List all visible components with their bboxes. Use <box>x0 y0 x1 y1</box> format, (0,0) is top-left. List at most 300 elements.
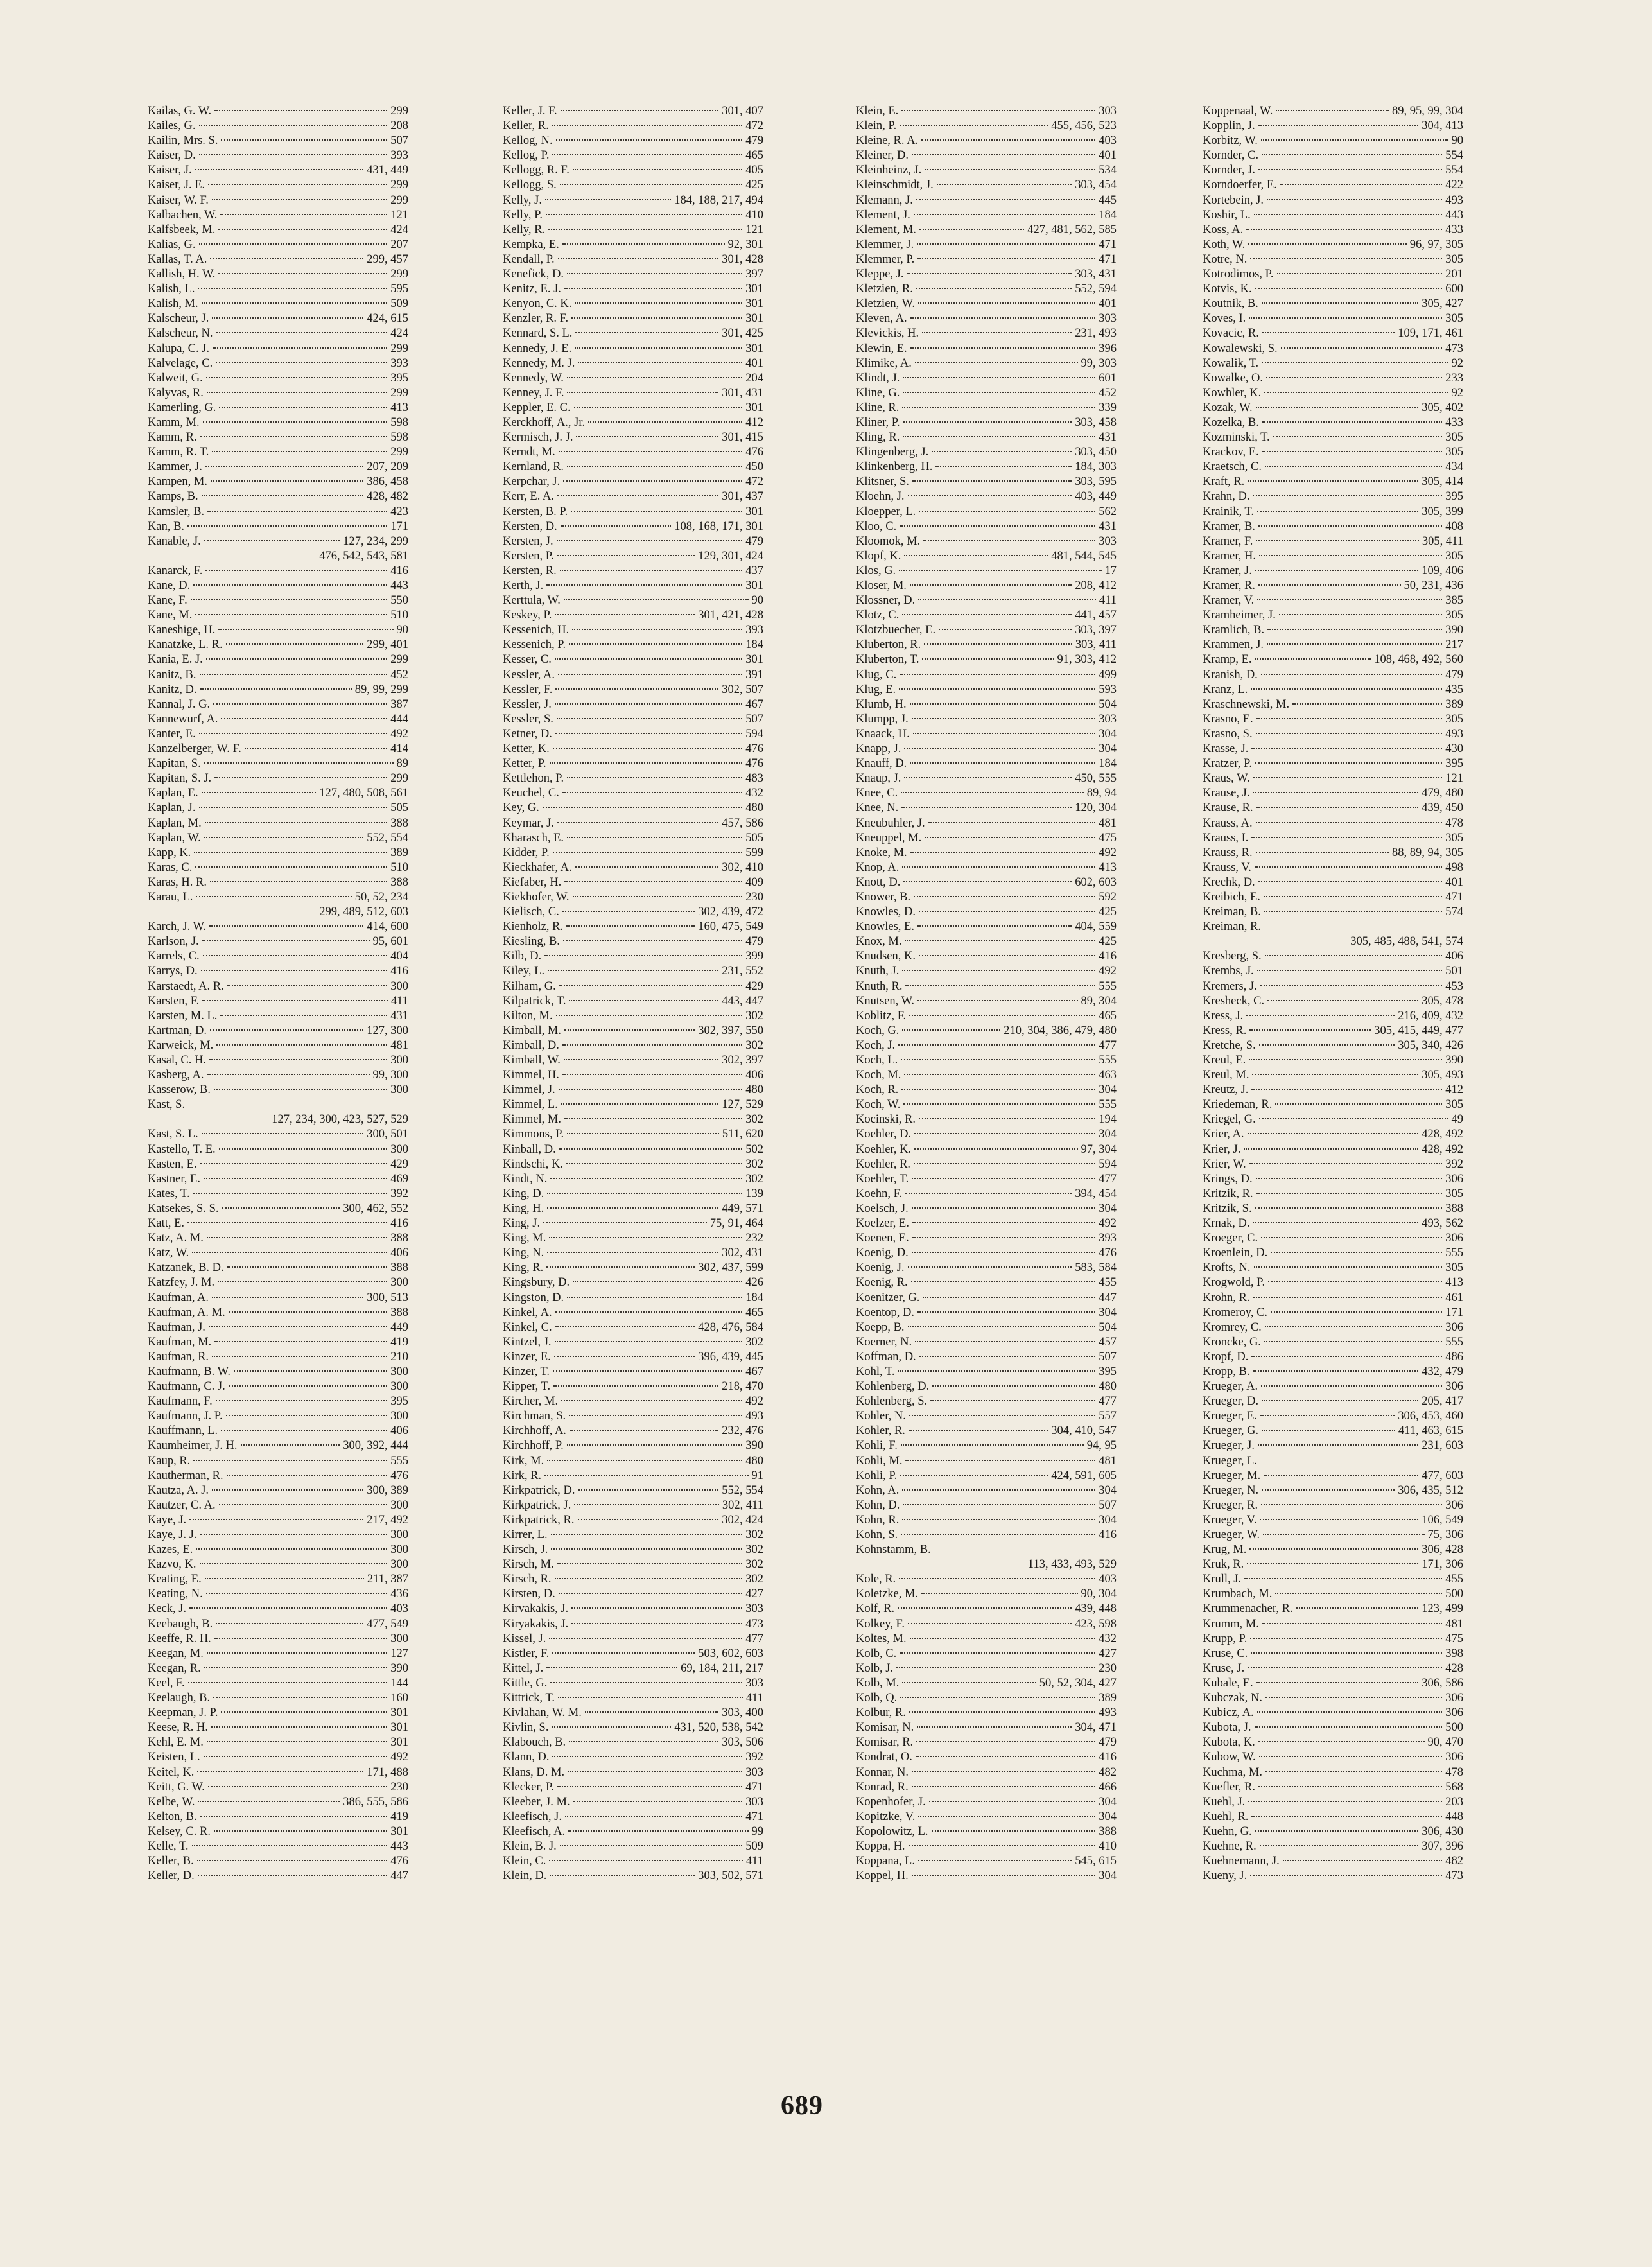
entry-name: Kilb, D. <box>503 950 542 963</box>
dot-leader <box>562 1074 742 1075</box>
dot-leader <box>547 1252 718 1253</box>
dot-leader <box>925 837 1095 838</box>
index-entry <box>503 1810 763 1825</box>
index-entry <box>503 1632 763 1647</box>
dot-leader <box>200 436 388 437</box>
index-entry <box>503 1038 763 1053</box>
index-entry <box>1203 208 1463 223</box>
dot-leader <box>912 480 1072 482</box>
dot-leader <box>212 451 387 452</box>
index-entry <box>856 1810 1117 1825</box>
entry-name: Kroncke, G. <box>1203 1335 1261 1349</box>
entry-pages: 88, 89, 94, 305 <box>1392 846 1463 859</box>
index-entry <box>503 1127 763 1142</box>
entry-pages: 401 <box>1445 875 1463 889</box>
index-entry <box>856 267 1117 282</box>
entry-pages: 304 <box>1099 1484 1117 1497</box>
entry-pages: 127, 480, 508, 561 <box>319 787 408 800</box>
entry-name: Kraschnewski, M. <box>1203 697 1290 711</box>
index-entry <box>503 1557 763 1572</box>
entry-name: Kneubuhler, J. <box>856 816 925 830</box>
entry-name: Kalias, G. <box>148 238 196 251</box>
entry-pages: 127, 529 <box>722 1098 763 1112</box>
index-entry <box>1203 1528 1463 1543</box>
index-entry <box>1203 1127 1463 1142</box>
entry-pages: 306, 430 <box>1422 1825 1463 1838</box>
index-entry <box>148 163 408 178</box>
dot-leader <box>1265 955 1443 956</box>
entry-name: Kaplan, J. <box>148 801 196 815</box>
dot-leader <box>560 1845 742 1846</box>
entry-pages: 428, 492 <box>1422 1142 1463 1156</box>
index-entry <box>148 742 408 757</box>
dot-leader <box>552 154 742 155</box>
dot-leader <box>904 555 1048 556</box>
index-entry <box>503 1484 763 1498</box>
entry-name: Kailes, G. <box>148 119 196 133</box>
index-entry <box>148 1157 408 1172</box>
dot-leader <box>227 985 388 986</box>
dot-leader <box>555 1578 743 1579</box>
index-entry <box>148 1024 408 1038</box>
dot-leader <box>1253 1370 1419 1372</box>
entry-name: Krainik, T. <box>1203 505 1254 518</box>
entry-pages: 139 <box>745 1187 763 1200</box>
index-entry <box>503 1320 763 1335</box>
entry-pages: 406 <box>390 1424 408 1438</box>
entry-pages: 305 <box>1445 1098 1463 1112</box>
entry-name: Kletzien, W. <box>856 297 915 311</box>
dot-leader <box>1259 555 1442 556</box>
entry-name: King, D. <box>503 1187 544 1200</box>
index-entry <box>503 430 763 445</box>
entry-pages: 397 <box>745 268 763 281</box>
index-entry <box>856 890 1117 905</box>
dot-leader <box>208 184 387 185</box>
entry-pages: 129, 301, 424 <box>698 549 763 563</box>
entry-name: Kidder, P. <box>503 846 550 859</box>
entry-name: Kresheck, C. <box>1203 994 1265 1008</box>
index-entry <box>856 1172 1117 1187</box>
dot-leader <box>546 214 742 215</box>
entry-name: Kanarck, F. <box>148 564 203 577</box>
index-entry <box>148 1661 408 1676</box>
index-entry <box>148 445 408 460</box>
dot-leader <box>553 1385 718 1387</box>
index-entry <box>856 712 1117 727</box>
entry-pages: 305 <box>1445 1187 1463 1200</box>
entry-name: Kazes, E. <box>148 1543 193 1557</box>
index-entry <box>856 356 1117 371</box>
entry-pages: 450, 555 <box>1075 772 1117 785</box>
dot-leader <box>901 792 1084 793</box>
dot-leader <box>909 1430 1048 1431</box>
index-entry <box>856 564 1117 579</box>
index-entry <box>1203 949 1463 964</box>
entry-name: Kruse, C. <box>1203 1647 1248 1660</box>
index-entry <box>148 356 408 371</box>
entry-name: Koelsch, J. <box>856 1202 909 1215</box>
entry-pages: 424 <box>390 223 408 236</box>
entry-pages: 387 <box>390 697 408 711</box>
index-entry <box>1203 416 1463 430</box>
dot-leader <box>916 288 1072 289</box>
entry-name: Kimmel, H. <box>503 1069 559 1082</box>
entry-name: Klumb, H. <box>856 697 907 711</box>
index-entry <box>148 430 408 445</box>
index-column-4 <box>1203 104 1463 1884</box>
index-entry <box>503 742 763 757</box>
entry-name: Kleinschmidt, J. <box>856 179 934 192</box>
dot-leader <box>205 570 387 571</box>
index-entry <box>503 1572 763 1587</box>
entry-name: Krasse, J. <box>1203 742 1249 756</box>
index-entry <box>1203 520 1463 534</box>
dot-leader <box>1244 1148 1418 1150</box>
index-entry <box>503 1469 763 1484</box>
dot-leader <box>195 614 387 615</box>
entry-pages: 594 <box>1099 1157 1117 1171</box>
entry-pages: 465 <box>745 1306 763 1319</box>
index-entry <box>1203 1795 1463 1810</box>
dot-leader <box>917 1311 1095 1313</box>
entry-name: Kallish, H. W. <box>148 268 216 281</box>
entry-pages: 471 <box>1099 252 1117 266</box>
index-entry <box>1203 683 1463 697</box>
entry-name: Kingston, D. <box>503 1291 564 1304</box>
entry-name: Krofts, N. <box>1203 1261 1251 1275</box>
entry-pages: 493, 562 <box>1422 1217 1463 1230</box>
dot-leader <box>1267 629 1442 630</box>
dot-leader <box>564 288 742 289</box>
dot-leader <box>556 1015 743 1016</box>
index-entry <box>503 1157 763 1172</box>
entry-name: Kalvelage, C. <box>148 356 213 370</box>
index-entry <box>1203 163 1463 178</box>
dot-leader <box>903 1103 1095 1105</box>
entry-name: Kettlehon, P. <box>503 772 564 785</box>
dot-leader <box>548 229 742 230</box>
entry-pages: 301 <box>745 297 763 311</box>
entry-pages: 304, 413 <box>1422 119 1463 133</box>
index-entry <box>1203 549 1463 564</box>
index-entry <box>856 505 1117 520</box>
index-entry <box>503 460 763 475</box>
entry-pages: 471 <box>1099 238 1117 251</box>
index-entry <box>856 1038 1117 1053</box>
dot-leader <box>1268 1281 1442 1282</box>
entry-pages: 388 <box>390 875 408 889</box>
entry-pages: 300 <box>390 979 408 993</box>
entry-pages: 300, 392, 444 <box>343 1439 408 1453</box>
entry-name: Knaup, J. <box>856 772 901 785</box>
dot-leader <box>547 1207 718 1209</box>
entry-pages: 431, 520, 538, 542 <box>674 1721 763 1735</box>
entry-pages: 413 <box>1445 1276 1463 1290</box>
index-entry <box>856 1157 1117 1172</box>
entry-pages: 475 <box>1099 831 1117 845</box>
dot-leader <box>919 511 1095 512</box>
dot-leader <box>549 1860 743 1861</box>
index-entry <box>503 1587 763 1602</box>
entry-name: Kocinski, R. <box>856 1113 916 1126</box>
entry-name: Krohn, R. <box>1203 1291 1250 1304</box>
entry-name: Koffman, D. <box>856 1350 916 1363</box>
index-entry <box>503 831 763 846</box>
entry-name: Keelaugh, B. <box>148 1692 211 1705</box>
entry-name: Kessler, J. <box>503 697 552 711</box>
index-entry <box>1203 356 1463 371</box>
entry-pages: 305, 493 <box>1422 1069 1463 1082</box>
entry-name: Kelly, R. <box>503 223 546 236</box>
dot-leader <box>213 347 387 349</box>
entry-pages: 302 <box>745 1113 763 1126</box>
dot-leader <box>197 1860 388 1861</box>
entry-name: Koehler, R. <box>856 1157 911 1171</box>
entry-name: Knop, A. <box>856 861 900 874</box>
entry-name: Kesser, C. <box>503 653 552 667</box>
dot-leader <box>560 184 742 185</box>
index-entry <box>856 1127 1117 1142</box>
index-entry <box>856 757 1117 771</box>
index-entry <box>503 801 763 816</box>
entry-pages: 413 <box>1099 861 1117 874</box>
entry-pages: 307, 396 <box>1422 1839 1463 1853</box>
entry-pages: 477 <box>1099 1038 1117 1052</box>
entry-pages: 443 <box>390 579 408 592</box>
index-entry <box>856 193 1117 208</box>
index-entry <box>856 1498 1117 1513</box>
dot-leader <box>902 614 1072 615</box>
entry-pages: 389 <box>390 846 408 859</box>
entry-pages: 300 <box>390 1083 408 1097</box>
entry-name: Kranz, L. <box>1203 683 1248 696</box>
entry-pages: 299 <box>390 342 408 355</box>
index-entry <box>503 445 763 460</box>
dot-leader <box>204 1756 388 1757</box>
entry-pages: 482 <box>1445 1855 1463 1868</box>
index-entry <box>1203 489 1463 504</box>
entry-pages: 305 <box>1445 431 1463 444</box>
entry-name: Klotzbuecher, E. <box>856 624 936 637</box>
entry-name: Keymar, J. <box>503 816 554 830</box>
entry-name: Klopf, K. <box>856 549 901 563</box>
dot-leader <box>1265 1697 1442 1698</box>
entry-name: Krauss, V. <box>1203 861 1251 874</box>
dot-leader <box>200 1163 388 1164</box>
entry-name: Kleeber, J. M. <box>503 1795 570 1808</box>
entry-name: Kilton, M. <box>503 1009 553 1022</box>
index-entry <box>856 697 1117 712</box>
entry-pages: 304 <box>1099 1795 1117 1808</box>
entry-name: Kelbe, W. <box>148 1795 195 1808</box>
index-entry <box>856 460 1117 475</box>
dot-leader <box>932 451 1072 452</box>
entry-name: Karrels, C. <box>148 950 200 963</box>
index-entry <box>1203 1572 1463 1587</box>
entry-pages: 509 <box>390 297 408 311</box>
dot-leader <box>912 1771 1095 1772</box>
index-entry <box>1203 1112 1463 1127</box>
dot-leader <box>209 1059 387 1060</box>
entry-pages: 304 <box>1099 1869 1117 1883</box>
index-entry <box>503 593 763 608</box>
entry-name: Kersten, P. <box>503 549 554 563</box>
entry-pages: 184, 303 <box>1075 460 1117 474</box>
entry-pages: 410 <box>1099 1839 1117 1853</box>
dot-leader <box>1251 1356 1442 1357</box>
dot-leader <box>194 852 387 853</box>
entry-pages: 396 <box>1099 342 1117 355</box>
entry-name: Kopitzke, V. <box>856 1810 916 1823</box>
entry-name: Knutsen, W. <box>856 994 914 1008</box>
index-entry <box>148 119 408 134</box>
dot-leader <box>205 1578 364 1579</box>
entry-pages: 507 <box>390 134 408 148</box>
dot-leader <box>562 911 695 912</box>
entry-pages: 395 <box>1445 490 1463 503</box>
index-entry <box>856 1216 1117 1231</box>
dot-leader <box>1251 837 1442 838</box>
index-entry <box>503 505 763 520</box>
index-entry <box>1203 460 1463 475</box>
entry-name: Kimmel, J. <box>503 1083 555 1097</box>
entry-name: Kreul, E. <box>1203 1054 1246 1067</box>
index-entry <box>856 326 1117 341</box>
dot-leader <box>210 1029 363 1031</box>
index-entry <box>856 1083 1117 1098</box>
entry-pages: 465 <box>1099 1009 1117 1022</box>
dot-leader <box>902 1519 1095 1520</box>
entry-name: Kanatzke, L. R. <box>148 638 223 652</box>
entry-name: Kubota, K. <box>1203 1736 1255 1749</box>
dot-leader <box>211 480 363 482</box>
entry-pages: 305, 402 <box>1422 401 1463 414</box>
dot-leader <box>1252 1074 1418 1075</box>
entry-name: Knauff, D. <box>856 757 907 771</box>
entry-pages: 409 <box>745 875 763 889</box>
index-entry <box>503 1275 763 1290</box>
entry-name: King, N. <box>503 1247 544 1260</box>
entry-pages: 410 <box>745 208 763 222</box>
dot-leader <box>199 125 388 126</box>
entry-name: Kretche, S. <box>1203 1038 1256 1052</box>
entry-pages: 232 <box>745 1232 763 1245</box>
index-entry <box>856 1676 1117 1691</box>
entry-pages: 99 <box>751 1825 763 1838</box>
entry-pages: 413 <box>390 401 408 414</box>
entry-name: Karas, H. R. <box>148 875 207 889</box>
entry-name: Kaneshige, H. <box>148 624 216 637</box>
entry-name: Kittel, J. <box>503 1661 544 1675</box>
index-entry <box>1203 1098 1463 1112</box>
index-entry <box>503 979 763 994</box>
entry-pages: 424, 591, 605 <box>1051 1469 1117 1482</box>
entry-pages: 545, 615 <box>1075 1855 1117 1868</box>
entry-name: Kamsler, B. <box>148 505 205 518</box>
index-entry <box>856 1306 1117 1320</box>
entry-name: Kozminski, T. <box>1203 431 1270 444</box>
index-entry <box>503 1706 763 1720</box>
entry-name: King, J. <box>503 1217 541 1230</box>
entry-name: Kaumheimer, J. H. <box>148 1439 238 1453</box>
entry-name: Kerndt, M. <box>503 446 555 459</box>
entry-pages: 301, 407 <box>722 105 763 118</box>
entry-pages: 302, 507 <box>722 683 763 696</box>
dot-leader <box>188 1682 388 1683</box>
index-entry <box>148 342 408 356</box>
index-entry <box>503 1306 763 1320</box>
entry-name: Kane, M. <box>148 609 193 622</box>
index-entry <box>1203 638 1463 652</box>
entry-pages: 555 <box>1445 1247 1463 1260</box>
entry-name: Kelton, B. <box>148 1810 197 1823</box>
entry-pages: 414, 600 <box>367 920 408 934</box>
index-entry <box>1203 1320 1463 1335</box>
index-entry <box>856 683 1117 697</box>
index-entry <box>148 1647 408 1661</box>
index-entry <box>503 148 763 163</box>
entry-pages: 455 <box>1445 1573 1463 1586</box>
entry-pages: 427, 481, 562, 585 <box>1027 223 1117 236</box>
entry-name: Koppa, H. <box>856 1839 905 1853</box>
entry-pages: 492 <box>745 1395 763 1408</box>
index-entry <box>1203 445 1463 460</box>
index-entry <box>856 1528 1117 1543</box>
dot-leader <box>905 985 1095 986</box>
entry-pages: 427 <box>745 1588 763 1601</box>
entry-pages: 184 <box>1099 208 1117 222</box>
dot-leader <box>915 1341 1095 1342</box>
entry-pages: 477 <box>1099 1395 1117 1408</box>
entry-name: Kopolowitz, L. <box>856 1825 928 1838</box>
index-entry <box>503 1187 763 1202</box>
entry-pages: 557 <box>1099 1410 1117 1423</box>
entry-name: Keisten, L. <box>148 1751 200 1764</box>
entry-pages: 425 <box>1099 935 1117 949</box>
entry-pages: 432 <box>745 787 763 800</box>
entry-name: Kermisch, J. J. <box>503 431 573 444</box>
dot-leader <box>207 1741 387 1742</box>
entry-name: Kaufmann, J. P. <box>148 1410 223 1423</box>
entry-pages: 480 <box>1099 1380 1117 1394</box>
dot-leader <box>1251 1652 1442 1654</box>
entry-pages: 395 <box>1099 1365 1117 1378</box>
entry-name: Knower, B. <box>856 890 911 904</box>
index-entry <box>503 1617 763 1632</box>
index-entry <box>1203 297 1463 311</box>
entry-pages: 300, 389 <box>367 1484 408 1497</box>
dot-leader <box>578 1519 719 1520</box>
index-entry <box>148 786 408 801</box>
entry-name: Kuehn, G. <box>1203 1825 1252 1838</box>
dot-leader <box>903 377 1095 378</box>
entry-name: Keck, J. <box>148 1602 187 1616</box>
index-entry <box>148 1216 408 1231</box>
entry-name: Kreutz, J. <box>1203 1083 1249 1097</box>
index-entry <box>1203 401 1463 416</box>
dot-leader <box>571 1623 742 1624</box>
dot-leader <box>1256 1178 1443 1179</box>
dot-leader <box>206 658 387 660</box>
entry-pages: 600 <box>1445 283 1463 296</box>
index-entry <box>148 920 408 934</box>
dot-leader <box>566 925 695 927</box>
dot-leader <box>1265 1771 1442 1772</box>
dot-leader <box>1256 852 1389 853</box>
entry-name: Knowles, E. <box>856 920 914 934</box>
dot-leader <box>241 1444 340 1446</box>
